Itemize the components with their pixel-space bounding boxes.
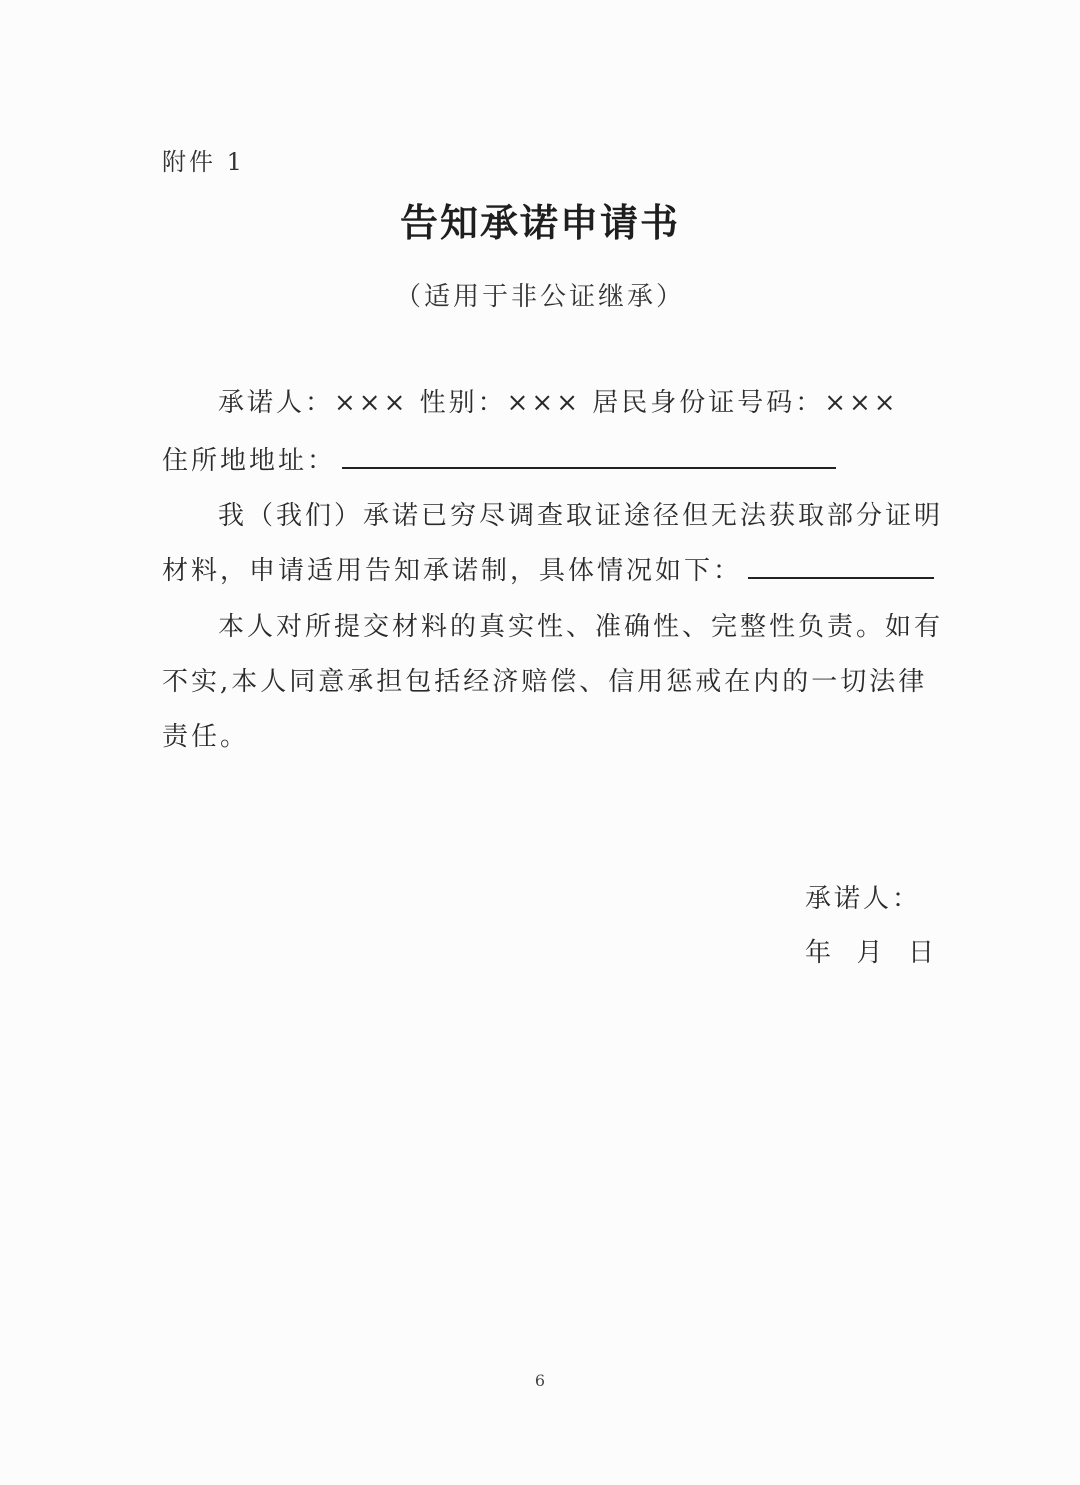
promiser-info-line: 承诺人：××× 性别：××× 居民身份证号码：×××: [218, 388, 899, 418]
paragraph-2-line-3: 责任。: [162, 722, 250, 752]
paragraph-1-line-2: [162, 550, 934, 587]
address-label: 住所地地址：: [162, 446, 337, 476]
attachment-label: 附件 1: [162, 148, 245, 176]
page-number: 6: [534, 1371, 546, 1390]
date-label: 年 月 日: [805, 938, 938, 968]
paragraph-1-line-2-text: 材料，申请适用告知承诺制，具体情况如下：: [162, 556, 743, 586]
document-title: 告知承诺申请书: [399, 200, 680, 245]
paragraph-2-line-2: 不实,本人同意承担包括经济赔偿、信用惩戒在内的一切法律: [162, 667, 928, 697]
paragraph-1-line-1: 我（我们）承诺已穷尽调查取证途径但无法获取部分证明: [218, 501, 944, 531]
signature-label: 承诺人：: [805, 884, 922, 914]
address-blank: [342, 466, 836, 469]
details-blank: [748, 576, 934, 579]
document-subtitle: （适用于非公证继承）: [394, 282, 685, 312]
paragraph-2-line-1: 本人对所提交材料的真实性、准确性、完整性负责。如有: [218, 612, 944, 642]
address-line: [162, 440, 836, 477]
